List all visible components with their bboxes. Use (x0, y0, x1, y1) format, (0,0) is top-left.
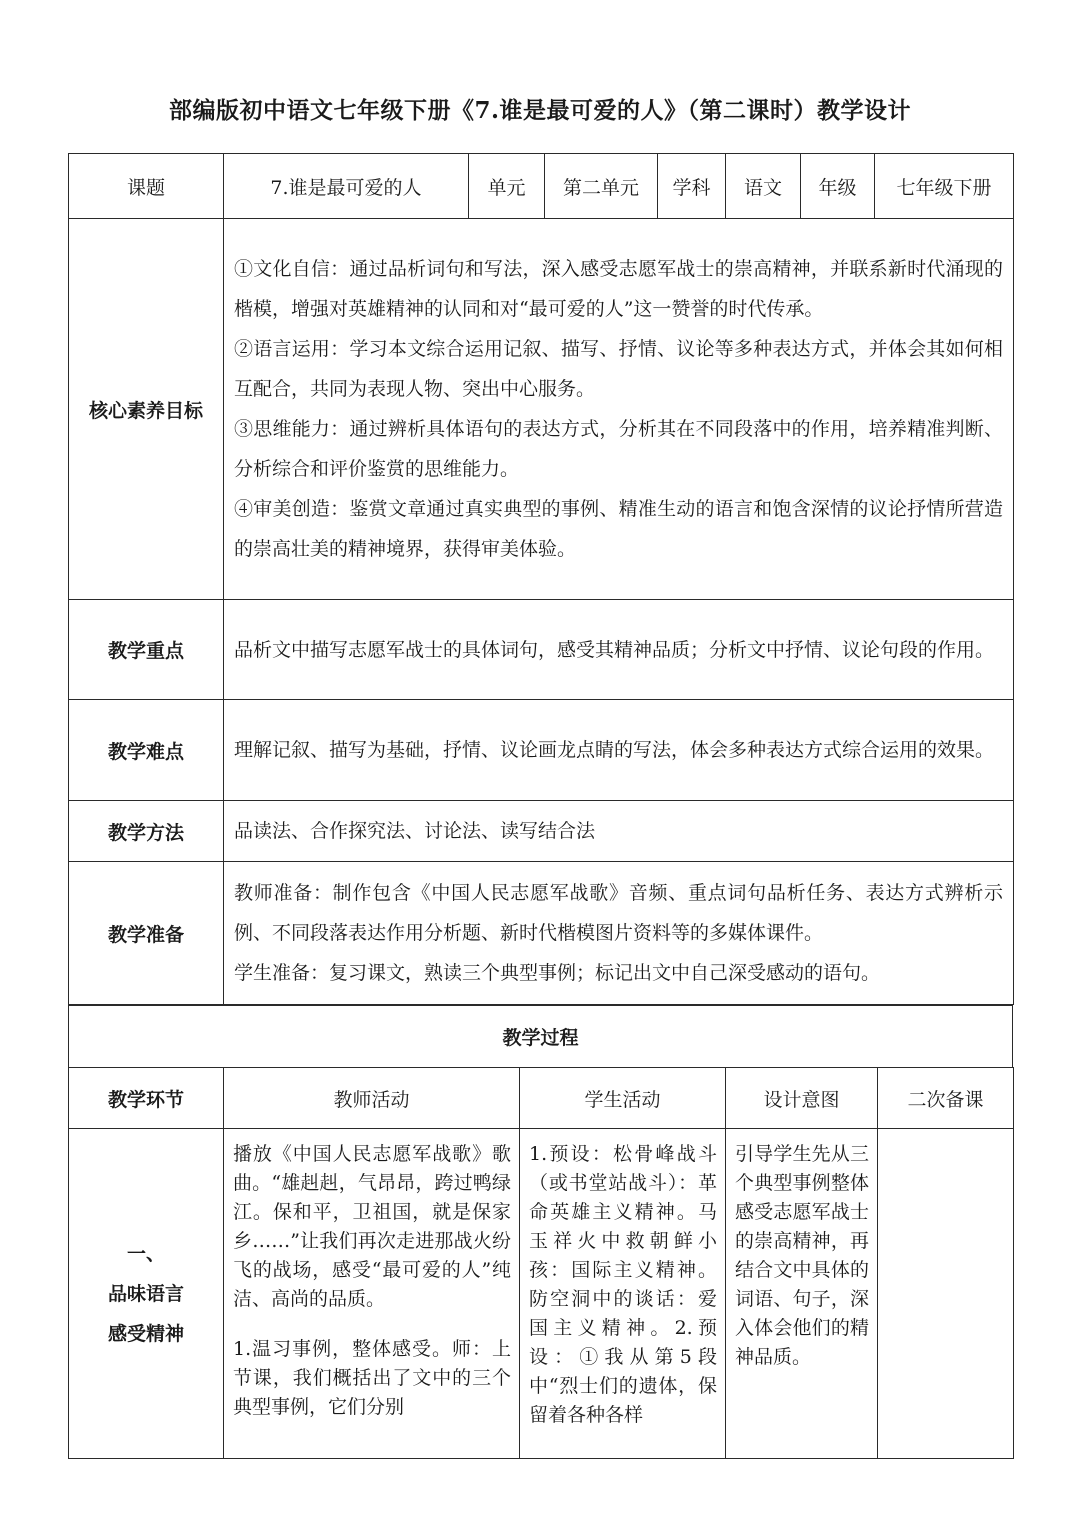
key-point-text: 品析文中描写志愿军战士的具体词句，感受其精神品质；分析文中抒情、议论句段的作用。 (234, 638, 995, 661)
prep-content (224, 862, 1014, 1005)
subject-value: 语文 (726, 154, 801, 219)
topic-value: 7.谁是最可爱的人 (224, 154, 469, 219)
student-prep: 学生准备：复习课文，熟读三个典型事例；标记出文中自己深受感动的语句。 (234, 962, 881, 984)
core-goals-label: 核心素养目标 (69, 219, 224, 600)
core-goals-content (224, 219, 1014, 600)
process-header-row (69, 1068, 1014, 1129)
prep-label: 教学准备 (69, 862, 224, 1005)
header-teacher: 教师活动 (224, 1068, 520, 1129)
method-text: 品读法、合作探究法、讨论法、读写结合法 (234, 820, 596, 842)
teacher-prep: 教师准备：制作包含《中国人民志愿军战歌》音频、重点词句品析任务、表达方式辨析示例、不同段落表达作用分析题、新时代楷模图片资料等的多媒体课件。 (234, 882, 1003, 944)
process-stage-row (69, 1129, 1014, 1459)
topic-label: 课题 (69, 154, 224, 219)
process-title-table (68, 1005, 1013, 1068)
header-stage: 教学环节 (69, 1068, 224, 1129)
method-content (224, 801, 1014, 862)
unit-label: 单元 (469, 154, 545, 219)
core-goal-item: ①文化自信：通过品析词句和写法，深入感受志愿军战士的崇高精神，并联系新时代涌现的楷模，增强对英雄精神的认同和对“最可爱的人”这一赞誉的时代传承。 (234, 258, 1003, 320)
stage-title-line2: 感受精神 (107, 1322, 184, 1345)
stage-cell (69, 1129, 224, 1459)
method-row (69, 801, 1014, 862)
design-intent-text: 引导学生先从三个典型事例整体感受志愿军战士的崇高精神，再结合文中具体的词语、句子，深入体会他们的精神品质。 (735, 1143, 869, 1368)
subject-label: 学科 (658, 154, 726, 219)
stage-title-line1: 品味语言 (107, 1282, 184, 1305)
difficulty-row (69, 700, 1014, 801)
lesson-info-table (68, 153, 1014, 1005)
student-activity-text: 1.预设：松骨峰战斗（或书堂站战斗）：革命英雄主义精神。马玉祥火中救朝鲜小孩：国际主义精神。防空洞中的谈话：爱国主义精神。2.预设：①我从第5段中“烈士们的遗体，保留着各种各样 (529, 1143, 717, 1426)
design-intent (726, 1129, 878, 1459)
header-intent: 设计意图 (726, 1068, 878, 1129)
core-goal-item: ③思维能力：通过辨析具体语句的表达方式，分析其在不同段落中的作用，培养精准判断、分析综合和评价鉴赏的思维能力。 (234, 418, 1003, 480)
teacher-activity (224, 1129, 520, 1459)
info-row (69, 154, 1014, 219)
method-label: 教学方法 (69, 801, 224, 862)
difficulty-text: 理解记叙、描写为基础，抒情、议论画龙点睛的写法，体会多种表达方式综合运用的效果。 (234, 739, 995, 761)
key-point-content (224, 600, 1014, 700)
stage-number: 一、 (126, 1242, 165, 1265)
core-goals-row (69, 219, 1014, 600)
process-title: 教学过程 (69, 1006, 1013, 1068)
core-goal-item: ②语言运用：学习本文综合运用记叙、描写、抒情、议论等多种表达方式，并体会其如何相互配合，共同为表现人物、突出中心服务。 (234, 338, 1003, 400)
difficulty-label: 教学难点 (69, 700, 224, 801)
teacher-activity-intro: 播放《中国人民志愿军战歌》歌曲。“雄赳赳，气昂昂，跨过鸭绿江。保和平，卫祖国，就是保家乡……”让我们再次走进那战火纷飞的战场，感受“最可爱的人”纯洁、高尚的品质。 (233, 1143, 511, 1310)
header-second: 二次备课 (878, 1068, 1014, 1129)
grade-label: 年级 (801, 154, 875, 219)
second-prep-cell[interactable] (878, 1129, 1014, 1459)
prep-row (69, 862, 1014, 1005)
process-table (68, 1067, 1014, 1459)
header-student: 学生活动 (520, 1068, 726, 1129)
unit-value: 第二单元 (545, 154, 658, 219)
key-point-row (69, 600, 1014, 700)
student-activity (520, 1129, 726, 1459)
teacher-activity-step1: 1.温习事例，整体感受。师：上节课，我们概括出了文中的三个典型事例，它们分别 (233, 1338, 511, 1418)
page-title: 部编版初中语文七年级下册《7.谁是最可爱的人》（第二课时）教学设计 (168, 97, 911, 124)
grade-value: 七年级下册 (875, 154, 1014, 219)
key-point-label: 教学重点 (69, 600, 224, 700)
core-goal-item: ④审美创造：鉴赏文章通过真实典型的事例、精准生动的语言和饱含深情的议论抒情所营造的崇高壮美的精神境界，获得审美体验。 (234, 498, 1003, 560)
difficulty-content (224, 700, 1014, 801)
